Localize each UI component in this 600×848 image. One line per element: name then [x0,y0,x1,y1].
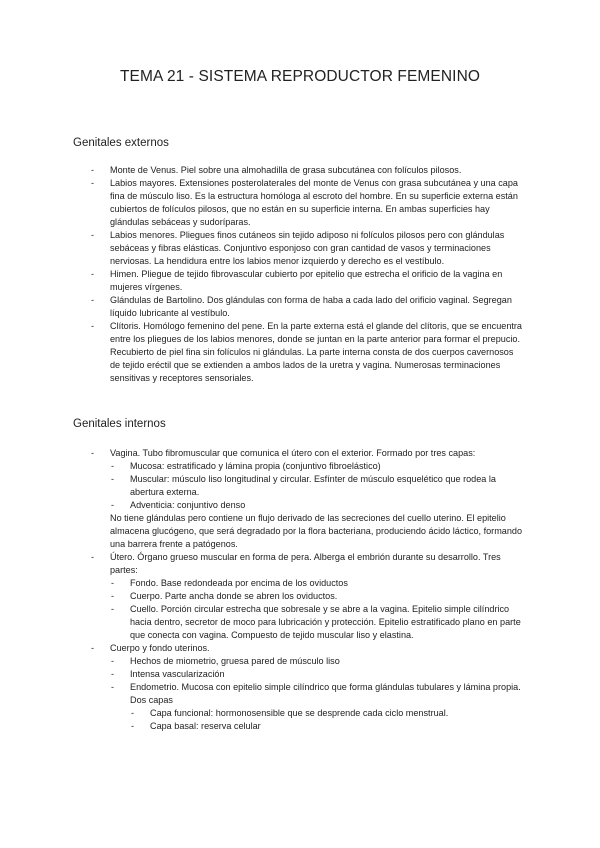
sublist-vagina-capas [110,460,525,512]
bullet-dash: - [91,269,95,279]
sublist-item-cuerpo [110,590,525,603]
bullet-dash: - [91,165,95,175]
bullet-dash: - [131,721,135,731]
item-text: Adventicia: conjuntivo denso [130,500,246,510]
bullet-dash: - [111,591,115,601]
sublist-item-adventicia [110,499,525,512]
item-text: Glándulas de Bartolino. Dos glándulas con forma de haba a cada lado del orificio vaginal. Segregan líquido lubricante al vestíbulo. [110,295,512,318]
list-item-labios-mayores [0,177,525,229]
bullet-dash: - [131,708,135,718]
bullet-dash: - [111,500,115,510]
bullet-dash: - [111,656,115,666]
item-text: Cuerpo y fondo uterinos. [110,643,210,653]
list-item-clitoris [0,320,525,385]
bullet-dash: - [91,552,95,562]
list-item-cuerpo-fondo [0,642,525,733]
sublist-item-mucosa [110,460,525,473]
bullet-dash: - [91,230,95,240]
vagina-note: No tiene glándulas pero contiene un flujo derivado de las secreciones del cuello uterino. El epitelio almacena glucógeno, que será degradado por la flora bacteriana, produciendo ácido láctico, formando una barrera frente a patógenos. [110,513,523,549]
item-text: Hechos de miometrio, gruesa pared de músculo liso [130,656,340,666]
item-text: Labios menores. Pliegues finos cutáneos sin tejido adiposo ni folículos pilosos pero con glándulas sebáceas y fibras elásticas. Conjuntivo esponjoso con gran cantidad de vasos y terminaciones nerviosas. La hendidura entre los labios menor izquierdo y derecho es el vestíbulo. [110,230,505,266]
item-text: Capa basal: reserva celular [150,721,261,731]
sublist-cuerpo-fondo [110,655,525,733]
list-item-utero [0,551,525,642]
item-text: Útero. Órgano grueso muscular en forma de pera. Alberga el embrión durante su desarrollo. Tres partes: [110,552,501,575]
bullet-dash: - [111,578,115,588]
item-text: Labios mayores. Extensiones posterolaterales del monte de Venus con grasa subcutánea y una capa fina de músculo liso. Es la estructura homóloga al escroto del hombre. En su superficie externa están cubiertos de folículos pilosos, que no están en su superficie interna. En ambas superficies hay glándulas sebáceas y sudoríparas. [110,178,518,227]
sublist-item-capa-basal [130,720,525,733]
sublist-utero-partes [110,577,525,642]
item-text: Himen. Pliegue de tejido fibrovascular cubierto por epitelio que estrecha el orificio de la vagina en mujeres vírgenes. [110,269,503,292]
list-item-vagina [0,447,525,551]
bullet-dash: - [111,682,115,692]
sublist-item-fondo [110,577,525,590]
item-text: Intensa vascularización [130,669,225,679]
item-text: Muscular: músculo liso longitudinal y circular. Esfínter de músculo esquelético que rodea la abertura externa. [130,474,496,497]
bullet-dash: - [111,604,115,614]
list-item-bartolino [0,294,525,320]
sublist-item-muscular [110,473,525,499]
list-item-monte-venus [0,164,525,177]
item-text: Monte de Venus. Piel sobre una almohadilla de grasa subcutánea con folículos pilosos. [110,165,462,175]
list-genitales-internos [0,447,525,733]
list-genitales-externos [0,164,525,385]
item-text: Cuello. Porción circular estrecha que sobresale y se abre a la vagina. Epitelio simple cilíndrico hacia dentro, secretor de moco para lubricación y protección. Epitelio estratificado plano en parte que conecta con vagina. Compuesto de tejido muscular liso y elastina. [130,604,521,640]
page-title: TEMA 21 - SISTEMA REPRODUCTOR FEMENINO [119,68,481,85]
sublist-item-cuello [110,603,525,642]
item-text: Endometrio. Mucosa con epitelio simple cilíndrico que forma glándulas tubulares y lámina propia. Dos capas [130,682,521,705]
list-item-himen [0,268,525,294]
bullet-dash: - [91,295,95,305]
sublist-item-endometrio [110,681,525,733]
bullet-dash: - [91,178,95,188]
item-text: Vagina. Tubo fibromuscular que comunica el útero con el exterior. Formado por tres capas: [110,448,476,458]
item-text: Fondo. Base redondeada por encima de los oviductos [130,578,348,588]
sublist-item-vascularizacion [110,668,525,681]
bullet-dash: - [111,461,115,471]
sublist-item-capa-funcional [130,707,525,720]
bullet-dash: - [91,643,95,653]
sublist-endometrio-capas [130,707,525,733]
bullet-dash: - [91,321,95,331]
item-text: Mucosa: estratificado y lámina propia (conjuntivo fibroelástico) [130,461,381,471]
bullet-dash: - [91,448,95,458]
list-item-labios-menores [0,229,525,268]
item-text: Clítoris. Homólogo femenino del pene. En la parte externa está el glande del clítoris, que se encuentra entre los pliegues de los labios menores, donde se juntan en la parte anterior para formar el prepucio. Recubierto de piel fina sin folículos ni glándulas. La parte interna consta de dos cuerpos cavernosos de tejido eréctil que se extienden a ambos lados de la uretra y vagina. Numerosas terminaciones sensitivas y receptores sensoriales. [110,321,522,383]
item-text: Cuerpo. Parte ancha donde se abren los oviductos. [130,591,338,601]
sublist-item-miometrio [110,655,525,668]
bullet-dash: - [111,474,115,484]
section-heading-externos: Genitales externos [73,137,169,149]
item-text: Capa funcional: hormonosensible que se desprende cada ciclo menstrual. [150,708,449,718]
section-heading-internos: Genitales internos [73,418,166,430]
bullet-dash: - [111,669,115,679]
